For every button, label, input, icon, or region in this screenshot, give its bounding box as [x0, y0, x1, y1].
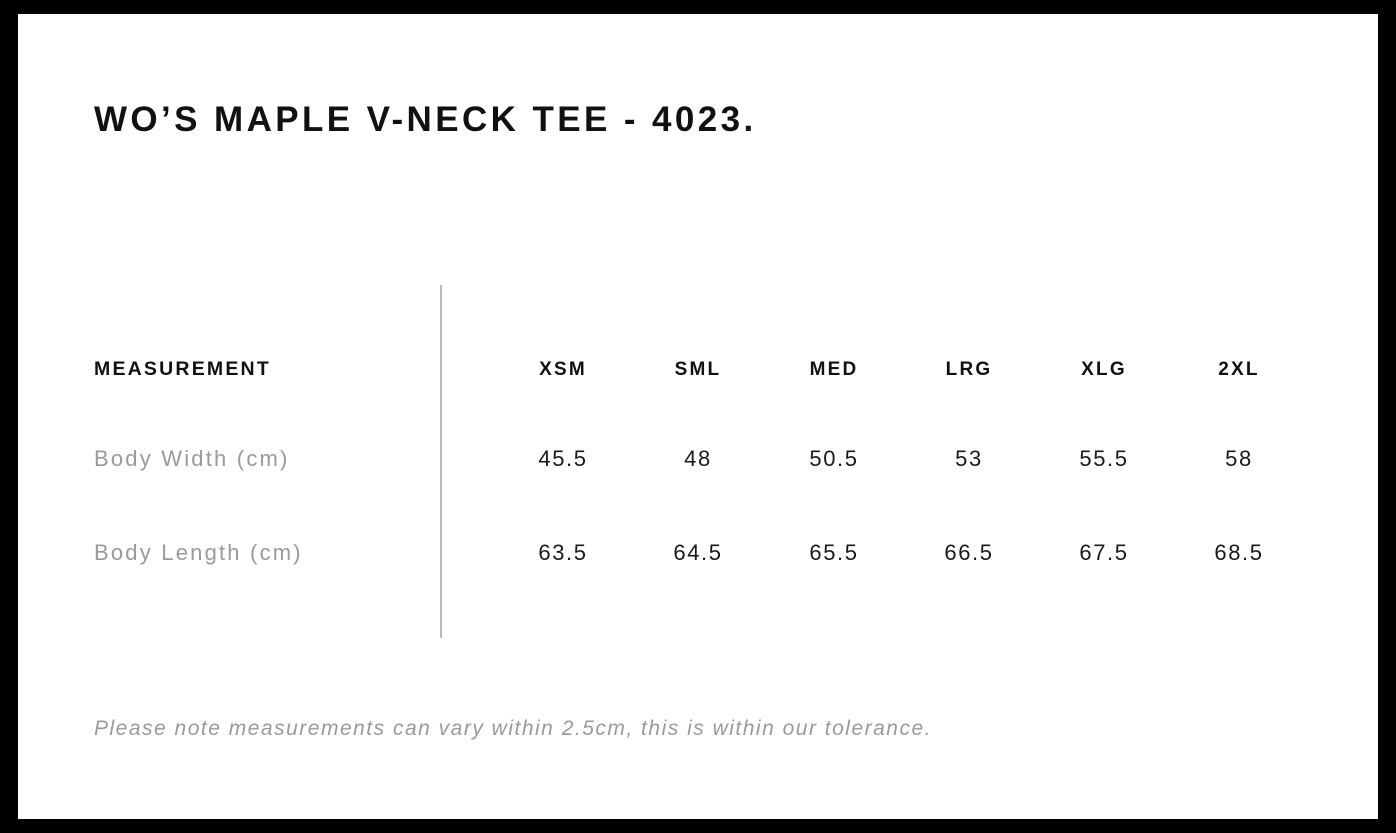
- column-header-size-2xl: 2XL: [1218, 359, 1260, 380]
- cell-body-width-lrg: 53: [955, 446, 983, 471]
- cell-body-width-sml: 48: [684, 446, 712, 471]
- column-header-size-lrg: LRG: [945, 359, 993, 380]
- cell-body-width-2xl: 58: [1225, 446, 1253, 471]
- cell-body-length-2xl: 68.5: [1214, 540, 1264, 565]
- cell-body-width-xlg: 55.5: [1079, 446, 1129, 471]
- column-header-size-sml: SML: [674, 359, 722, 380]
- row-label-body-width: Body Width (cm): [94, 446, 290, 471]
- tolerance-note: Please note measurements can vary within 2.5cm, this is within our tolerance.: [94, 717, 933, 740]
- cell-body-width-xsm: 45.5: [538, 446, 588, 471]
- cell-body-length-xsm: 63.5: [538, 540, 588, 565]
- row-label-body-length: Body Length (cm): [94, 540, 303, 565]
- cell-body-length-med: 65.5: [809, 540, 859, 565]
- column-header-size-xlg: XLG: [1081, 359, 1127, 380]
- column-header-measurement: MEASUREMENT: [94, 358, 271, 380]
- cell-body-length-sml: 64.5: [673, 540, 723, 565]
- cell-body-width-med: 50.5: [809, 446, 859, 471]
- column-header-size-med: MED: [809, 359, 859, 380]
- cell-body-length-lrg: 66.5: [944, 540, 994, 565]
- page-title: WO’S MAPLE V-NECK TEE - 4023.: [94, 100, 757, 139]
- cell-body-length-xlg: 67.5: [1079, 540, 1129, 565]
- size-chart-page: [18, 14, 1378, 819]
- measurement-table: [18, 14, 1378, 819]
- column-header-size-xsm: XSM: [539, 359, 587, 380]
